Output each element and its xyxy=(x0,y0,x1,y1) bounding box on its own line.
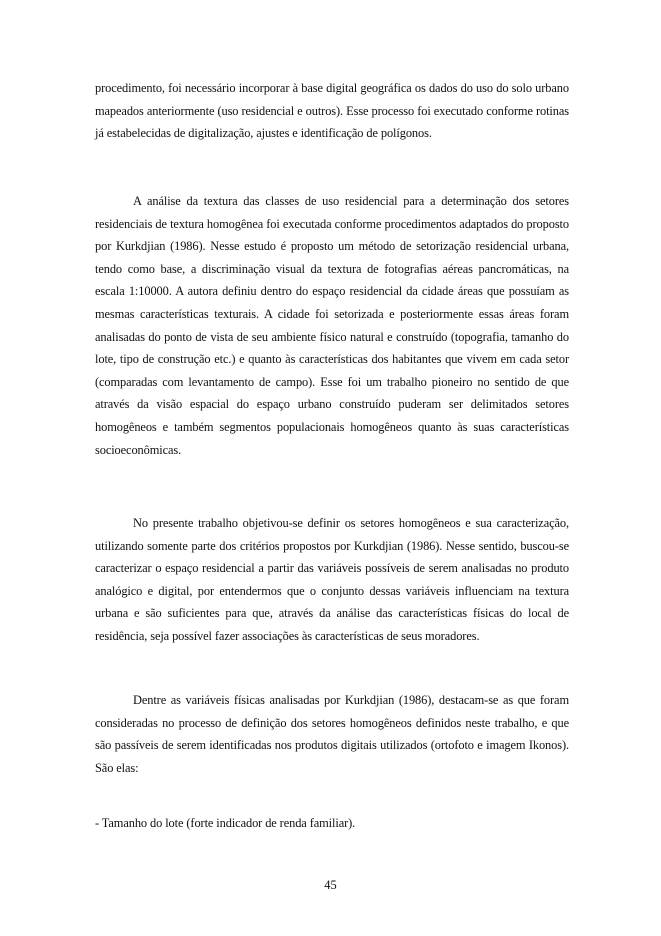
list-item-lot-size: - Tamanho do lote (forte indicador de renda familiar). xyxy=(95,816,356,830)
paragraph-texture-analysis: A análise da textura das classes de uso residencial para a determinação dos setores residenciais de textura homogênea foi executada conforme procedimentos adaptados do proposto por Kurkdjian (1986). Nesse estudo é proposto um método de setorização residencial urbana, tendo como base, a discriminação visual da textura de fotografias aéreas pancromáticas, na escala 1:10000. A autora definiu dentro do espaço residencial da cidade áreas que possuíam as mesmas características texturais. A cidade foi setorizada e posteriormente essas áreas foram analisadas do ponto de vista de seu ambiente físico natural e construído (topografia, tamanho do lote, tipo de construção etc.) e quanto às características dos habitantes que vivem em cada setor (comparadas com levantamento de campo). Esse foi um trabalho pioneiro no sentido de que através da visão espacial do espaço urbano construído puderam ser delimitados setores homogêneos e também segmentos populacionais homogêneos quanto às suas características socioeconômicas. xyxy=(95,194,569,457)
paragraph-physical-variables: Dentre as variáveis físicas analisadas por Kurkdjian (1986), destacam-se as que foram consideradas no processo de definição dos setores homogêneos definidos neste trabalho, e que são passíveis de serem identificadas nos produtos digitais utilizados (ortofoto e imagem Ikonos). São elas: xyxy=(95,693,569,775)
paragraph-present-work: No presente trabalho objetivou-se definir os setores homogêneos e sua caracterização, utilizando somente parte dos critérios propostos por Kurkdjian (1986). Nesse sentido, buscou-se caracterizar o espaço residencial a partir das variáveis possíveis de serem analisadas no produto analógico e digital, por entendermos que o conjunto dessas variáveis influenciam na textura urbana e são suficientes para que, através da análise das características físicas do local de residência, seja possível fazer associações às características de seus moradores. xyxy=(95,516,569,643)
paragraph-continuation: procedimento, foi necessário incorporar à base digital geográfica os dados do uso do solo urbano mapeados anteriormente (uso residencial e outros). Esse processo foi executado conforme rotinas já estabelecidas de digitalização, ajustes e identificação de polígonos. xyxy=(95,81,569,141)
page-number: 45 xyxy=(324,878,337,892)
